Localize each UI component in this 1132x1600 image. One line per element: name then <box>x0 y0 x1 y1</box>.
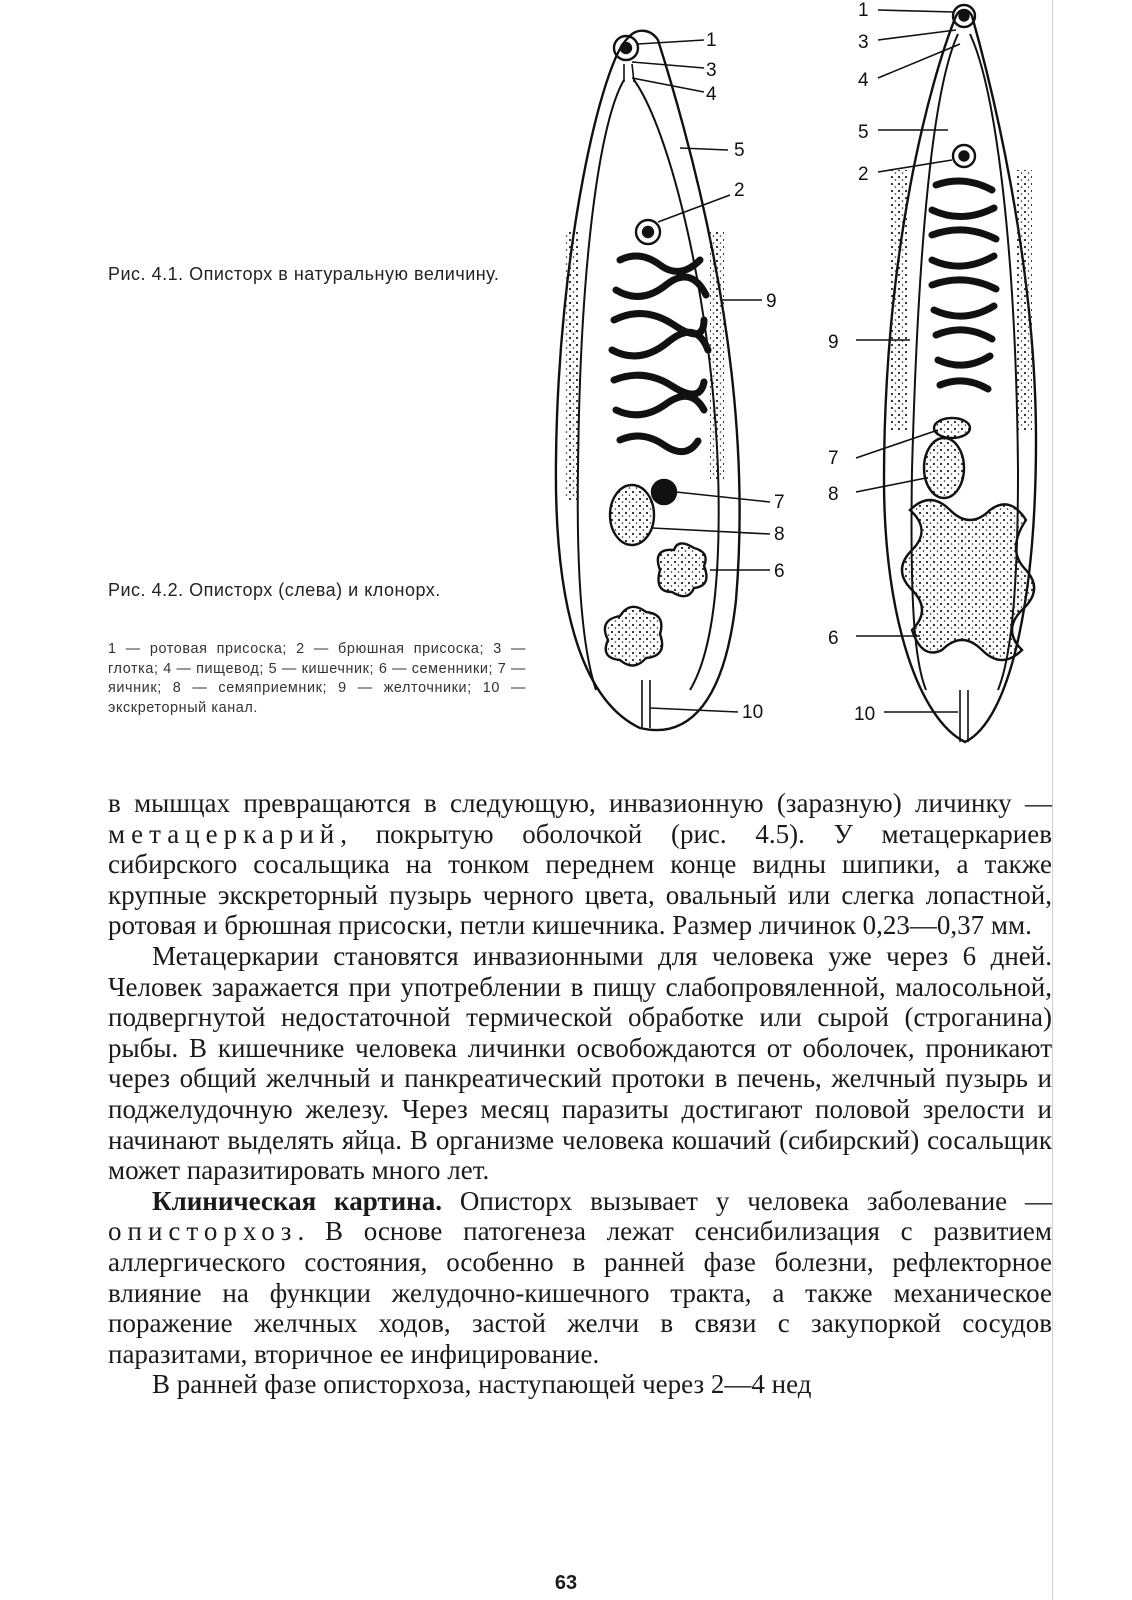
label-left-1: 1 <box>706 30 717 51</box>
figure-4-1-label: Рис. 4.1. <box>108 264 184 284</box>
label-left-6: 6 <box>774 561 785 582</box>
paragraph-1-rest: , покрытую оболочкой (рис. 4.5). У метацеркариев сибирского сосальщика на тонком переднем конце видны шипики, а также крупные экскреторный пузырь черного цвета, овальный или слегка лопастной, ротовая и брюшная присоски, петли кишечника. Размер личинок 0,23—0,37 мм. <box>108 818 1052 941</box>
body-text <box>108 788 1052 1400</box>
label-left-2: 2 <box>734 180 745 201</box>
label-right-8: 8 <box>828 484 839 505</box>
clonorchis-drawing <box>884 5 1036 742</box>
label-right-2: 2 <box>858 164 869 185</box>
figure-4-1-caption <box>108 262 518 286</box>
label-right-1: 1 <box>858 0 869 21</box>
label-left-9: 9 <box>766 291 777 312</box>
label-right-10: 10 <box>854 704 876 725</box>
fluke-illustrations <box>540 0 1052 760</box>
label-left-3: 3 <box>706 60 717 81</box>
paragraph-3-rest: . В основе патогенеза лежат сенсибилизация с развитием аллергического состояния, особенно в ранней фазе болезни, рефлекторное влияние на функции желудочно-кишечного тракта, а также механическое поражение желчных ходов, застой желчи в связи с закупоркой сосудов паразитами, вторичное ее инфицирование. <box>108 1216 1052 1369</box>
label-left-10: 10 <box>742 702 764 723</box>
right-figure-labels <box>828 0 875 725</box>
figure-4-1-text: Описторх в натуральную величину. <box>189 264 500 284</box>
paragraph-1-start: в мышцах превращаются в следующую, инвазионную (заразную) личинку — <box>108 788 1052 818</box>
paragraph-3-start: Описторх вызывает у человека заболевание — <box>442 1185 1053 1216</box>
term-opisthorchiasis: описторхоз <box>108 1216 298 1247</box>
label-left-4: 4 <box>706 84 717 105</box>
label-right-9: 9 <box>828 332 839 353</box>
paragraph-1 <box>108 788 1052 941</box>
label-right-6: 6 <box>828 628 839 649</box>
label-left-5: 5 <box>734 140 745 161</box>
label-left-8: 8 <box>774 524 785 545</box>
opisthorchis-drawing <box>556 31 740 730</box>
paragraph-4: В ранней фазе описторхоза, наступающей через 2—4 нед <box>152 1369 812 1400</box>
label-left-7: 7 <box>774 492 785 513</box>
figure-4-2-label: Рис. 4.2. <box>108 580 184 600</box>
term-metacercaria: метацеркарий <box>108 818 341 849</box>
label-right-3: 3 <box>858 32 869 53</box>
page-edge-rule <box>1052 0 1053 1600</box>
label-right-7: 7 <box>828 448 839 469</box>
figure-4-2-text: Описторх (слева) и клонорх. <box>189 580 441 600</box>
page-number: 63 <box>554 1572 578 1594</box>
label-right-4: 4 <box>858 70 869 91</box>
label-right-5: 5 <box>858 122 869 143</box>
section-heading-clinical: Клиническая картина. <box>152 1185 442 1216</box>
figure-legend: 1 — ротовая присоска; 2 — брюшная присоска; 3 — глотка; 4 — пищевод; 5 — кишечник; 6 — семенники; 7 — яичник; 8 — семяприемник; 9 — желточники; 10 — экскреторный канал. <box>108 641 526 716</box>
paragraph-2: Метацеркарии становятся инвазионными для человека уже через 6 дней. Человек заражается при употреблении в пищу слабопровяленной, малосольной, подвергнутой недостаточной термической обработке или сырой (строганина) рыбы. В кишечнике человека личинки освобождаются от оболочек, проникают через общий желчный и панкреатический протоки в печень, желчный пузырь и поджелудочную железу. Через месяц паразиты достигают половой зрелости и начинают выделять яйца. В организме человека кошачий (сибирский) сосальщик может паразитировать много лет. <box>108 940 1052 1186</box>
paragraph-3 <box>108 1186 1052 1370</box>
figure-4-2-caption <box>108 578 518 602</box>
